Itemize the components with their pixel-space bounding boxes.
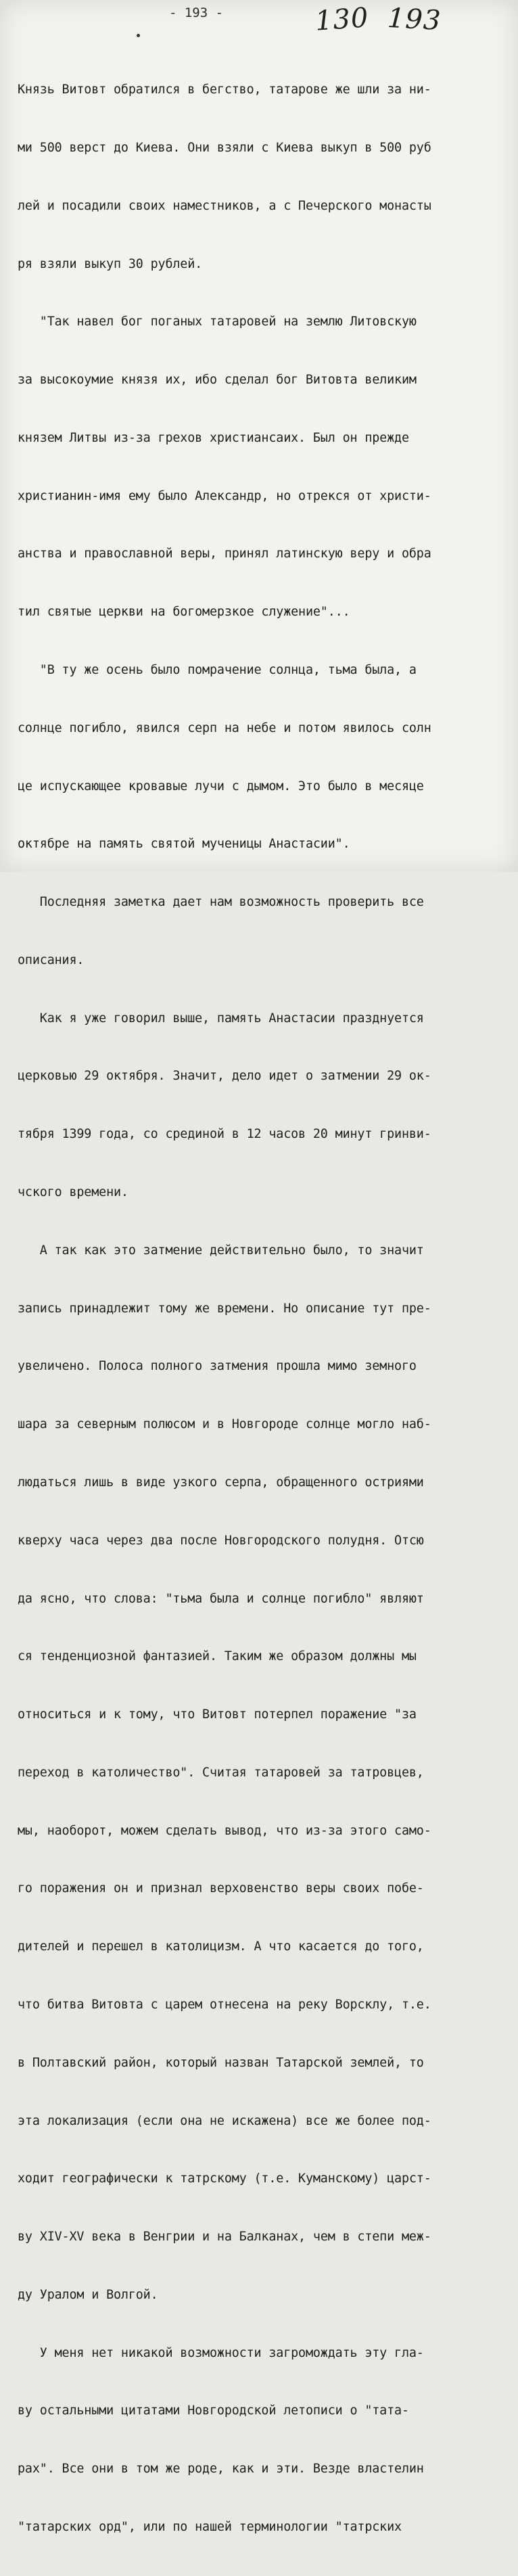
text-line: в Полтавский район, который назван Татарской землей, то: [18, 2055, 424, 2070]
text-line: рах". Все они в том же роде, как и эти. Везде властелин: [18, 2462, 424, 2477]
text-line: переход в католичество". Считая татаровей за татровцев,: [18, 1765, 424, 1780]
text-line: ду Уралом и Волгой.: [18, 2287, 158, 2302]
text-line: анства и православной веры, принял латинскую веру и обра: [18, 547, 431, 561]
text-line: запись принадлежит тому же времени. Но описание тут пре-: [18, 1301, 431, 1316]
text-line: солнце погибло, явился серп на небе и потом явилось солн: [18, 720, 431, 735]
text-line: "Так навел бог поганых татаровей на землю Литовскую: [18, 315, 417, 329]
text-line: мы, наоборот, можем сделать вывод, что из-за этого само-: [18, 1823, 431, 1838]
text-line: людаться лишь в виде узкого серпа, обращенного остриями: [18, 1475, 424, 1490]
archive-number-handwritten: 130: [314, 2, 370, 37]
text-line: "В ту же осень было помрачение солнца, тьма была, а: [18, 663, 417, 677]
text-line: У меня нет никакой возможности загромождать эту гла-: [18, 2345, 424, 2360]
text-line: лей и посадили своих наместников, а с Печерского монасты: [18, 198, 431, 213]
text-line: чского времени.: [18, 1185, 128, 1200]
typewritten-body: [18, 42, 518, 2576]
text-line: что битва Витовта с царем отнесена на реку Ворсклу, т.е.: [18, 1997, 431, 2012]
text-line: ходит географически к татрскому (т.е. Куманскому) царст-: [18, 2171, 431, 2186]
text-line: да ясно, что слова: "тьма была и солнце погибло" являют: [18, 1591, 424, 1606]
text-line: А так как это затмение действительно было, то значит: [18, 1243, 424, 1258]
page-number-handwritten: 193: [386, 2, 442, 37]
text-line: церковью 29 октября. Значит, дело идет о затмении 29 ок-: [18, 1069, 431, 1084]
text-line: шара за северным полюсом и в Новгороде солнце могло наб-: [18, 1417, 431, 1432]
text-line: относиться и к тому, что Витовт потерпел поражение "за: [18, 1707, 417, 1722]
text-line: эта локализация (если она не искажена) все же более под-: [18, 2113, 431, 2128]
text-line: Последняя заметка дает нам возможность проверить все: [18, 895, 424, 910]
text-line: христианин-имя ему было Александр, но отрекся от христи-: [18, 488, 431, 503]
text-line: тября 1399 года, со срединой в 12 часов 20 минут гринви-: [18, 1127, 431, 1142]
ink-dot: [137, 34, 140, 37]
text-line: увеличено. Полоса полного затмения прошла мимо земного: [18, 1359, 417, 1374]
text-line: го поражения он и признал верховенство веры своих побе-: [18, 1881, 424, 1896]
text-line: Князь Витовт обратился в бегство, татарове же шли за ни-: [18, 83, 431, 97]
text-line: дителей и перешел в католицизм. А что касается до того,: [18, 1939, 424, 1954]
text-line: ря взяли выкуп 30 рублей.: [18, 256, 203, 271]
text-line: Как я уже говорил выше, память Анастасии празднуется: [18, 1011, 424, 1026]
text-line: князем Литвы из-за грехов христиансаих. Был он прежде: [18, 430, 409, 445]
text-line: кверху часа через два после Новгородского полудня. Отсю: [18, 1533, 424, 1548]
text-line: ся тенденциозной фантазией. Таким же образом должны мы: [18, 1649, 417, 1664]
text-line: описания.: [18, 952, 85, 967]
text-line: тил святые церкви на богомерзкое служение"...: [18, 605, 350, 620]
text-line: ву остальными цитатами Новгородской летописи о "тата-: [18, 2404, 409, 2418]
text-line: за высокоумие князя их, ибо сделал бог Витовта великим: [18, 373, 417, 388]
text-line: це испускающее кровавые лучи с дымом. Это было в месяце: [18, 779, 424, 794]
text-line: ми 500 верст до Киева. Они взяли с Киева выкуп в 500 руб: [18, 140, 431, 155]
text-line: "татарских орд", или по нашей терминологии "татрских: [18, 2520, 402, 2534]
page-number: - 193 -: [168, 5, 224, 20]
text-line: ву XIV-XV века в Венгрии и на Балканах, чем в степи меж-: [18, 2230, 431, 2245]
text-line: октябре на память святой мученицы Анастасии".: [18, 837, 350, 852]
